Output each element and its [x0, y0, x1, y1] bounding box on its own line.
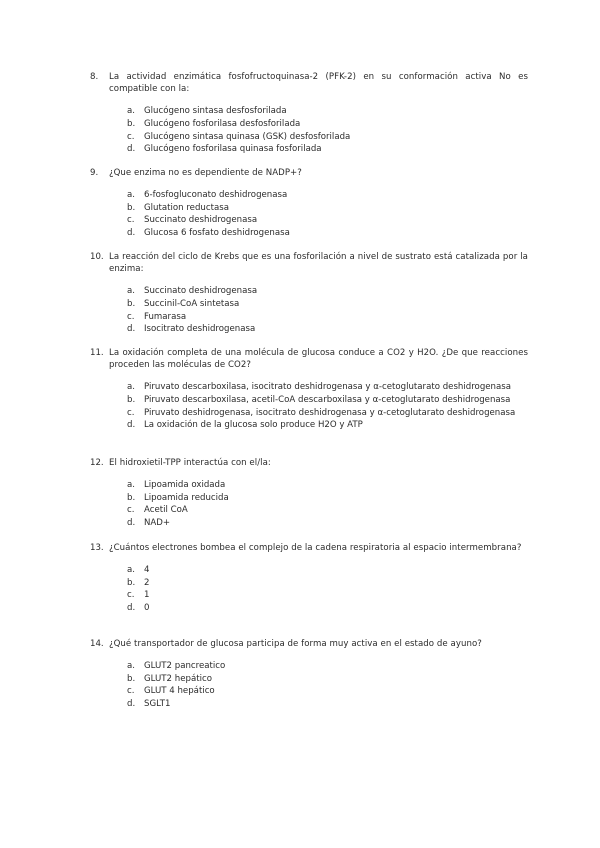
option-text: Isocitrato deshidrogenasa: [144, 324, 256, 335]
option-c: [90, 311, 528, 324]
option-a: [90, 479, 528, 492]
options-list: [90, 381, 528, 431]
options-list: [90, 105, 528, 155]
question-text: La actividad enzimática fosfofructoquinasa-2 (PFK-2) en su conformación activa No es compatible con la:: [109, 72, 528, 95]
option-c: [90, 589, 528, 602]
option-letter: d.: [127, 420, 136, 431]
option-a: [90, 564, 528, 577]
question-8: [90, 71, 528, 156]
option-letter: a.: [127, 190, 135, 201]
option-text: GLUT2 hepático: [144, 673, 212, 684]
question-14: [90, 638, 528, 711]
option-text: Succinil-CoA sintetasa: [144, 299, 240, 309]
option-text: Piruvato deshidrogenasa, isocitrato deshidrogenasa y α-cetoglutarato deshidrogenasa: [144, 407, 516, 418]
option-d: [90, 227, 528, 240]
option-b: [90, 202, 528, 215]
option-letter: d.: [127, 144, 136, 155]
option-text: Glucosa 6 fosfato deshidrogenasa: [144, 227, 290, 238]
question-text: El hidroxietil-TPP interactúa con el/la:: [109, 458, 271, 468]
question-number: 11.: [90, 348, 104, 358]
option-letter: b.: [127, 577, 136, 588]
option-b: [90, 394, 528, 407]
options-list: [90, 189, 528, 239]
option-text: Glucógeno fosforilasa quinasa fosforilada: [144, 144, 322, 155]
option-b: [90, 577, 528, 590]
option-a: [90, 381, 528, 394]
option-text: Lipoamida oxidada: [144, 480, 226, 491]
option-text: Piruvato descarboxilasa, acetil-CoA descarboxilasa y α-cetoglutarato deshidrogenasa: [144, 395, 511, 405]
option-letter: c.: [127, 215, 135, 226]
option-text: NAD+: [144, 517, 171, 528]
option-c: [90, 214, 528, 227]
question-text: ¿Que enzima no es dependiente de NADP+?: [109, 168, 302, 178]
option-d: [90, 698, 528, 711]
option-text: Glutation reductasa: [144, 202, 229, 213]
option-letter: d.: [127, 227, 136, 238]
option-letter: a.: [127, 286, 135, 297]
option-a: [90, 660, 528, 673]
option-letter: b.: [127, 299, 136, 309]
option-b: [90, 673, 528, 686]
options-list: [90, 285, 528, 335]
option-text: Fumarasa: [144, 311, 187, 322]
question-text: ¿Qué transportador de glucosa participa de forma muy activa en el estado de ayuno?: [109, 639, 482, 649]
question-text: La oxidación completa de una molécula de glucosa conduce a CO2 y H2O. ¿De que reacciones proceden las moléculas de CO2?: [109, 348, 528, 371]
option-d: [90, 143, 528, 156]
option-d: [90, 602, 528, 615]
option-text: Succinato deshidrogenasa: [144, 286, 258, 297]
option-d: [90, 517, 528, 530]
options-list: [90, 660, 528, 710]
option-d: [90, 419, 528, 432]
option-text: 4: [144, 565, 150, 576]
option-letter: b.: [127, 202, 136, 213]
option-letter: a.: [127, 382, 135, 393]
option-d: [90, 323, 528, 336]
option-a: [90, 189, 528, 202]
option-text: 0: [144, 602, 150, 613]
question-number: 10.: [90, 252, 104, 262]
option-c: [90, 504, 528, 517]
question-12: [90, 457, 528, 530]
question-10: [90, 251, 528, 336]
option-letter: c.: [127, 686, 135, 697]
option-c: [90, 407, 528, 420]
option-letter: d.: [127, 602, 136, 613]
option-c: [90, 131, 528, 144]
option-letter: c.: [127, 505, 135, 516]
option-text: Glucógeno sintasa quinasa (GSK) desfosforilada: [144, 131, 351, 142]
option-letter: d.: [127, 324, 136, 335]
option-c: [90, 685, 528, 698]
question-text: ¿Cuántos electrones bombea el complejo de la cadena respiratoria al espacio intermembrana?: [109, 543, 522, 553]
question-number: 9.: [90, 168, 99, 178]
option-text: Acetil CoA: [144, 505, 188, 516]
option-text: SGLT1: [144, 698, 171, 709]
option-letter: d.: [127, 517, 136, 528]
option-text: Glucógeno fosforilasa desfosforilada: [144, 119, 301, 129]
option-letter: b.: [127, 673, 136, 684]
option-text: 2: [144, 577, 150, 588]
option-text: 6-fosfogluconato deshidrogenasa: [144, 190, 288, 201]
option-letter: b.: [127, 492, 136, 503]
question-9: [90, 167, 528, 240]
option-letter: c.: [127, 311, 135, 322]
option-letter: b.: [127, 119, 136, 129]
question-11: [90, 347, 528, 432]
question-number: 13.: [90, 543, 104, 553]
question-number: 8.: [90, 72, 99, 82]
options-list: [90, 564, 528, 614]
option-b: [90, 118, 528, 131]
option-letter: a.: [127, 106, 135, 117]
option-letter: a.: [127, 480, 135, 491]
option-letter: b.: [127, 395, 136, 405]
option-letter: a.: [127, 565, 135, 576]
question-number: 12.: [90, 458, 104, 468]
option-text: Piruvato descarboxilasa, isocitrato deshidrogenasa y α-cetoglutarato deshidrogenasa: [144, 382, 512, 393]
option-text: GLUT2 pancreatico: [144, 661, 226, 672]
question-13: [90, 542, 528, 615]
options-list: [90, 479, 528, 529]
option-text: 1: [144, 590, 150, 601]
option-text: La oxidación de la glucosa solo produce H2O y ATP: [144, 420, 363, 431]
option-a: [90, 105, 528, 118]
question-number: 14.: [90, 639, 104, 649]
option-letter: d.: [127, 698, 136, 709]
option-text: Glucógeno sintasa desfosforilada: [144, 106, 287, 117]
option-text: GLUT 4 hepático: [144, 686, 215, 697]
option-letter: c.: [127, 407, 135, 418]
option-letter: c.: [127, 131, 135, 142]
option-a: [90, 285, 528, 298]
option-text: Lipoamida reducida: [144, 492, 229, 503]
option-letter: a.: [127, 661, 135, 672]
question-text: La reacción del ciclo de Krebs que es una fosforilación a nivel de sustrato está catalizada por la enzima:: [109, 252, 528, 275]
option-b: [90, 298, 528, 311]
option-b: [90, 492, 528, 505]
option-text: Succinato deshidrogenasa: [144, 215, 258, 226]
option-letter: c.: [127, 590, 135, 601]
